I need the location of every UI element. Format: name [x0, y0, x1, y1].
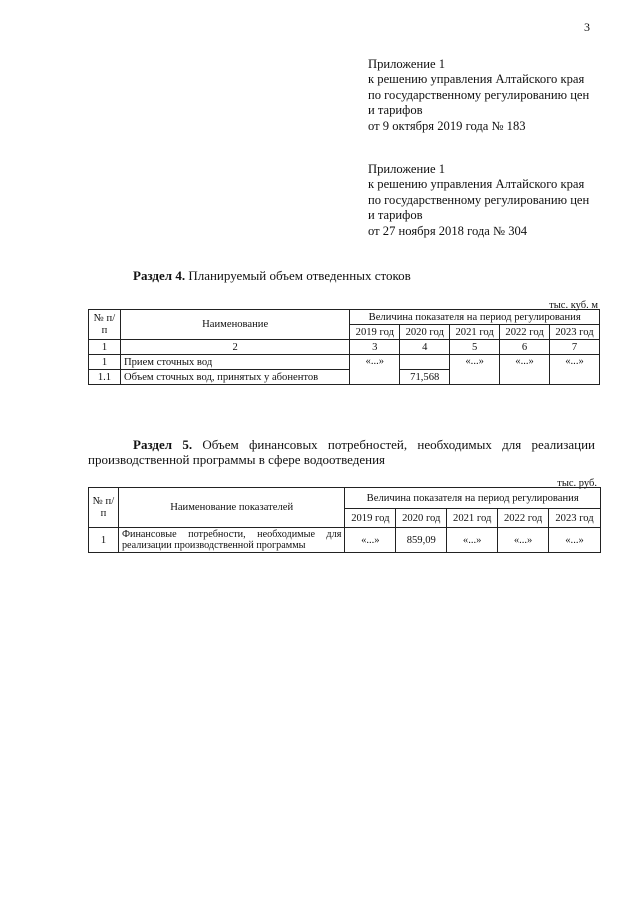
index-cell: 6 [500, 340, 550, 355]
header-num: № п/п [89, 488, 119, 528]
value-2022: «...» [498, 528, 549, 553]
value-2019: «...» [350, 355, 400, 385]
section5-title-line2: производственной программы в сфере водоотведения [88, 452, 386, 467]
value-2020 [400, 355, 450, 370]
value-2020: 859,09 [396, 528, 447, 553]
row-num: 1 [89, 355, 121, 370]
header-name: Наименование показателей [118, 488, 344, 528]
appendix-line: по государственному регулированию цен [368, 192, 590, 207]
header-year: 2019 год [350, 325, 400, 340]
index-cell: 2 [120, 340, 349, 355]
header-year: 2022 год [500, 325, 550, 340]
header-year: 2019 год [345, 509, 396, 528]
index-cell: 5 [450, 340, 500, 355]
section4-title-number: Раздел 4. [133, 268, 186, 283]
row-num: 1 [89, 528, 119, 553]
appendix-line: по государственному регулированию цен [368, 87, 590, 102]
header-year: 2021 год [447, 509, 498, 528]
index-cell: 4 [400, 340, 450, 355]
table-row [89, 528, 601, 553]
header-year: 2023 год [550, 325, 600, 340]
appendix-line: и тарифов [368, 208, 423, 223]
appendix-line: от 27 ноября 2018 года № 304 [368, 223, 528, 238]
section5-title [88, 437, 595, 467]
section4-table [88, 309, 600, 385]
value-2023: «...» [549, 528, 601, 553]
section5-title-text: Объем финансовых потребностей, необходимых для реализации [192, 437, 595, 452]
section5-table [88, 487, 601, 553]
row-name: Финансовые потребности, необходимые для реализации производственной программы [118, 528, 344, 553]
header-year: 2020 год [400, 325, 450, 340]
row-name: Прием сточных вод [120, 355, 349, 370]
index-cell: 3 [350, 340, 400, 355]
header-name: Наименование [120, 310, 349, 340]
appendix-line: Приложение 1 [368, 162, 446, 176]
section4-units: тыс. куб. м [549, 300, 598, 311]
row-name: Объем сточных вод, принятых у абонентов [120, 370, 349, 385]
value-2021: «...» [450, 355, 500, 385]
section4-title [133, 268, 411, 283]
value-2019: «...» [345, 528, 396, 553]
index-cell: 1 [89, 340, 121, 355]
section5-title-number: Раздел 5. [133, 437, 193, 452]
appendix-line: Приложение 1 [368, 57, 446, 71]
table-index-row [89, 340, 600, 355]
appendix-line: к решению управления Алтайского края [368, 177, 585, 192]
page-number: 3 [584, 20, 590, 34]
header-period: Величина показателя на период регулирования [350, 310, 600, 325]
header-period: Величина показателя на период регулирования [345, 488, 601, 509]
appendix-line: от 9 октября 2019 года № 183 [368, 118, 526, 133]
header-year: 2022 год [498, 509, 549, 528]
appendix-line: к решению управления Алтайского края [368, 72, 585, 87]
row-num: 1.1 [89, 370, 121, 385]
appendix-block-current [368, 57, 589, 134]
index-cell: 7 [550, 340, 600, 355]
value-2021: «...» [447, 528, 498, 553]
appendix-block-previous [368, 162, 589, 239]
value-2023: «...» [550, 355, 600, 385]
table-row [89, 355, 600, 370]
header-year: 2020 год [396, 509, 447, 528]
section4-title-text: Планируемый объем отведенных стоков [185, 268, 411, 283]
section5-units: тыс. руб. [557, 478, 597, 489]
value-2020: 71,568 [400, 370, 450, 385]
appendix-line: и тарифов [368, 103, 423, 118]
header-year: 2023 год [549, 509, 601, 528]
value-2022: «...» [500, 355, 550, 385]
header-num: № п/п [89, 310, 121, 340]
header-year: 2021 год [450, 325, 500, 340]
